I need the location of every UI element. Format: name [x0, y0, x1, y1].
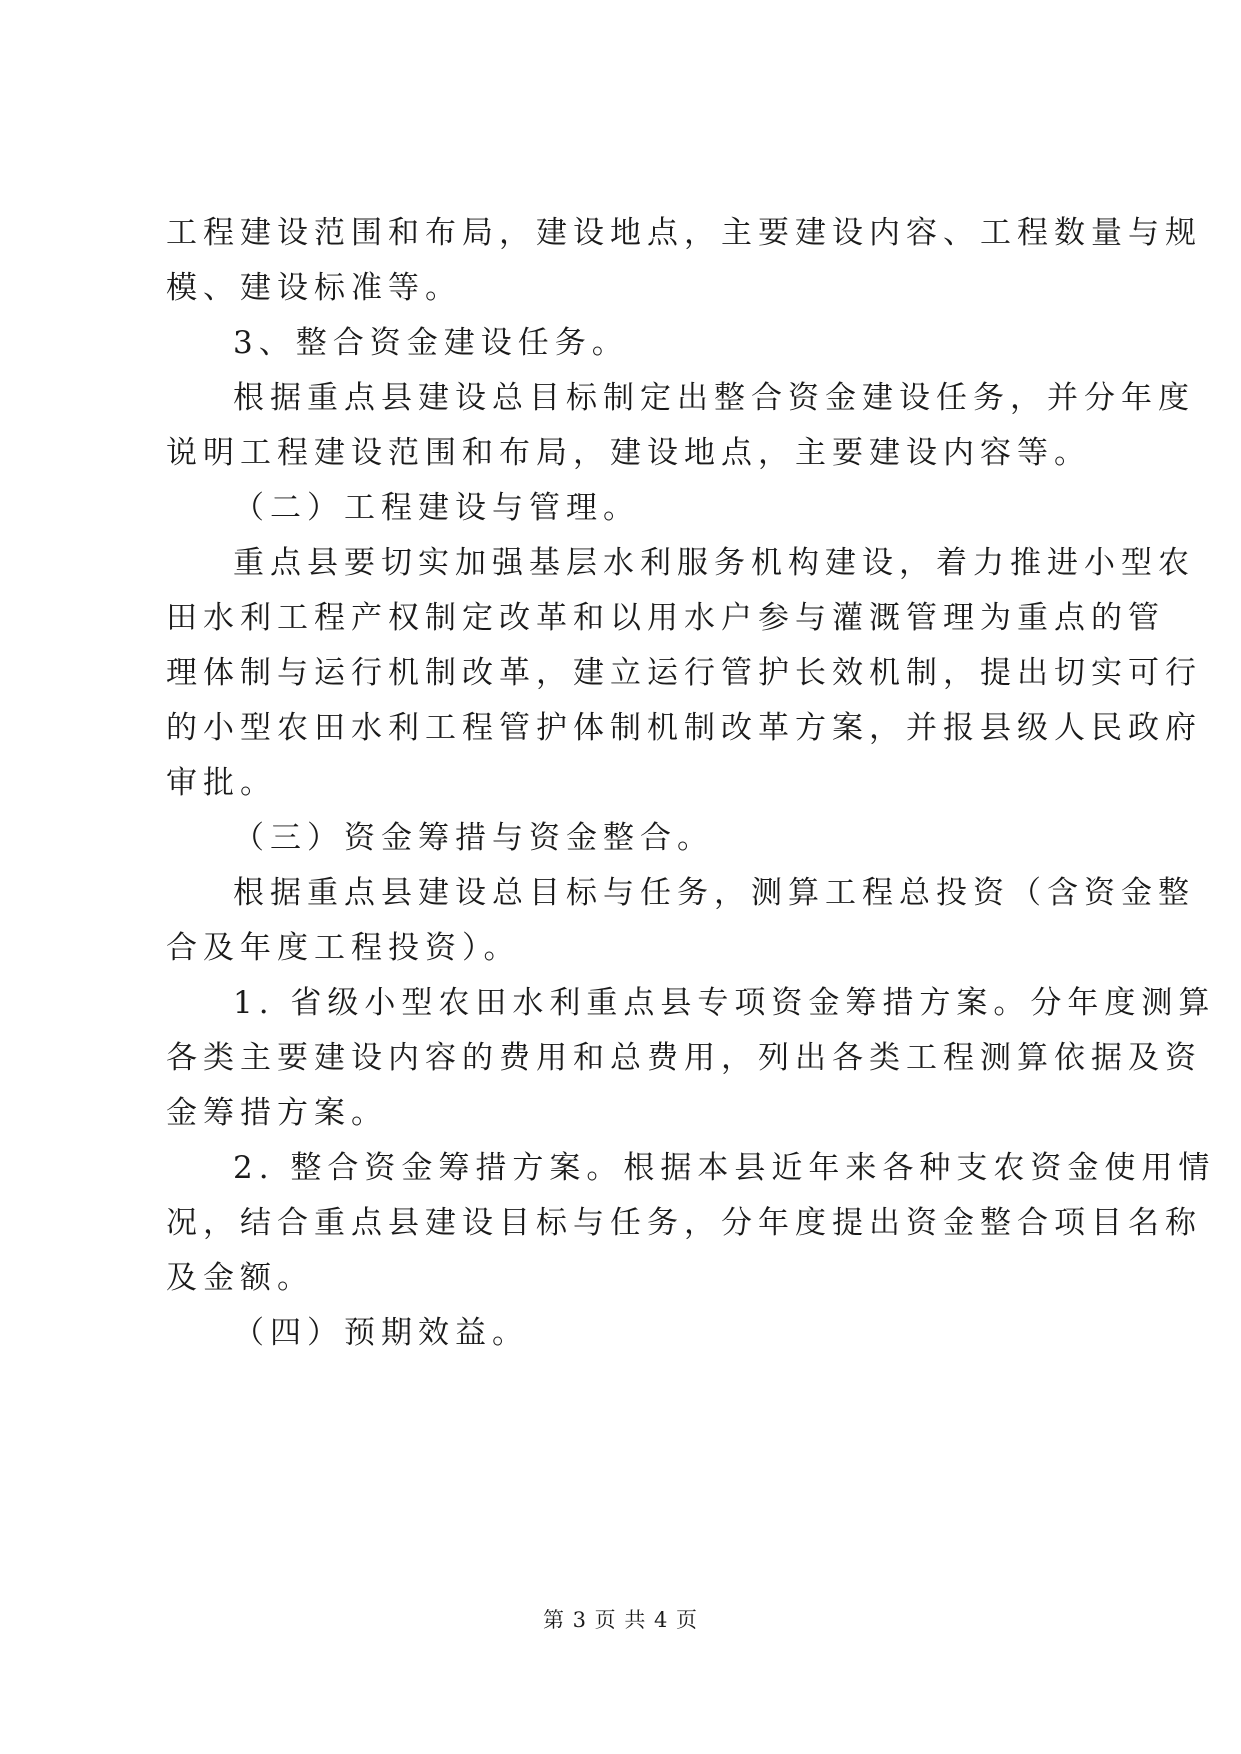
text-line: 理体制与运行机制改革，建立运行管护长效机制，提出切实可行 — [166, 655, 1202, 691]
text-line: 合及年度工程投资）。 — [166, 930, 521, 966]
text-line: 工程建设范围和布局，建设地点，主要建设内容、工程数量与规 — [166, 215, 1202, 251]
text-line: 根据重点县建设总目标制定出整合资金建设任务，并分年度 — [233, 380, 1195, 416]
text-line: 金筹措方案。 — [166, 1095, 388, 1131]
text-line: 重点县要切实加强基层水利服务机构建设，着力推进小型农 — [233, 545, 1195, 581]
text-line: 说明工程建设范围和布局，建设地点，主要建设内容等。 — [166, 435, 1091, 471]
text-line: 模、建设标准等。 — [166, 270, 462, 306]
section-heading: 3、整合资金建设任务。 — [233, 325, 629, 361]
text-line: 1. 省级小型农田水利重点县专项资金筹措方案。分年度测算 — [233, 985, 1216, 1021]
text-line: 的小型农田水利工程管护体制机制改革方案，并报县级人民政府 — [166, 710, 1202, 746]
text-line: 审批。 — [166, 765, 277, 801]
section-heading: （二）工程建设与管理。 — [233, 490, 640, 526]
text-line: 田水利工程产权制定改革和以用水户参与灌溉管理为重点的管 — [166, 600, 1165, 636]
text-line: 及金额。 — [166, 1260, 314, 1296]
text-line: 2. 整合资金筹措方案。根据本县近年来各种支农资金使用情 — [233, 1150, 1216, 1186]
section-heading: （四）预期效益。 — [233, 1315, 529, 1351]
text-line: 根据重点县建设总目标与任务，测算工程总投资（含资金整 — [233, 875, 1195, 911]
section-heading: （三）资金筹措与资金整合。 — [233, 820, 714, 856]
text-line: 况，结合重点县建设目标与任务，分年度提出资金整合项目名称 — [166, 1205, 1202, 1241]
page-number-footer: 第 3 页 共 4 页 — [542, 1608, 699, 1632]
text-line: 各类主要建设内容的费用和总费用，列出各类工程测算依据及资 — [166, 1040, 1202, 1076]
